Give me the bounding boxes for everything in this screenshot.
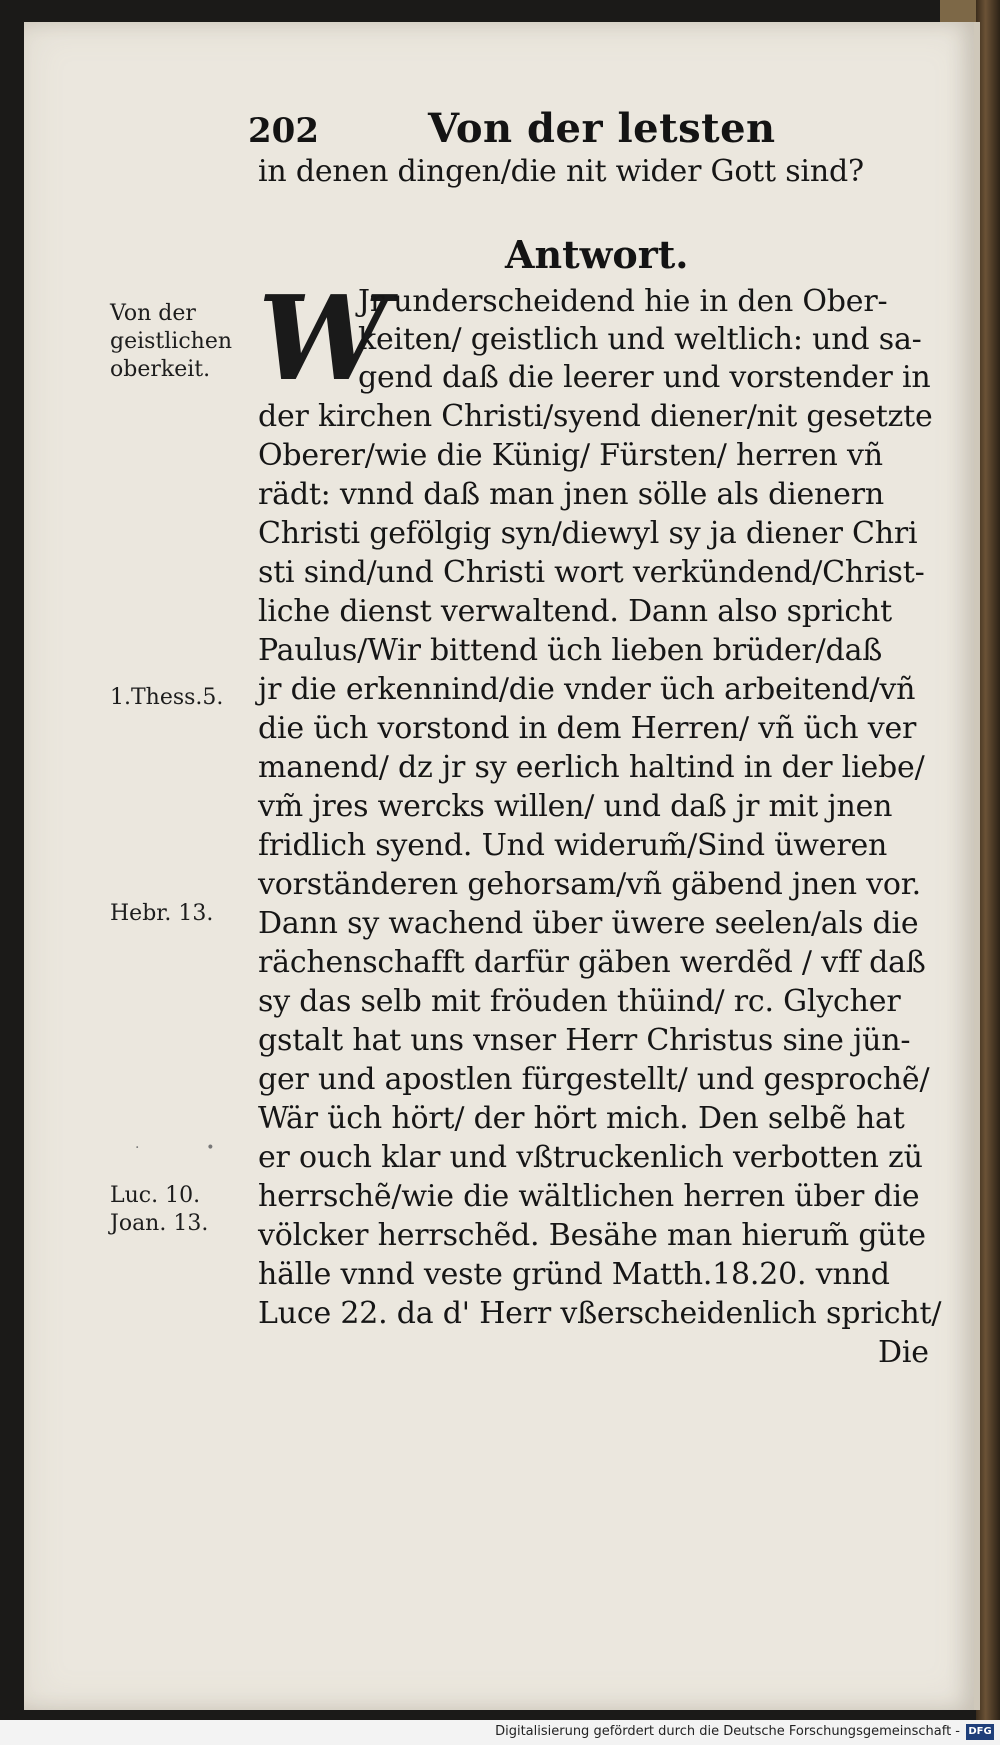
body-line: jr die erkennind/die vnder üch arbeitend/vñ [258,672,916,707]
margin-note-line: Joan. 13. [110,1211,209,1236]
body-line: ger und apostlen fürgestellt/ und gesprochẽ/ [258,1062,930,1097]
body-line: fridlich syend. Und widerum̃/Sind üweren [258,828,888,863]
body-line: gstalt hat uns vnser Herr Christus sine jün- [258,1023,911,1058]
body-line: Oberer/wie die Künig/ Fürsten/ herren vñ [258,438,883,473]
body-line: Dann sy wachend über üwere seelen/als die [258,906,919,941]
body-line: sy das selb mit fröuden thüind/ rc. Glycher [258,984,901,1019]
body-line: sti sind/und Christi wort verkündend/Christ- [258,555,925,590]
body-line: rächenschafft darfür gäben werdẽd / vff daß [258,945,926,980]
body-line: gend daß die leerer und vorstender in [358,360,931,395]
body-line: Paulus/Wir bittend üch lieben brüder/daß [258,633,883,668]
margin-note-line: 1.Thess.5. [110,685,224,710]
section-heading: Antwort. [505,232,689,277]
catchword: Die [878,1335,929,1370]
margin-note-line: Luc. 10. [110,1183,201,1208]
body-line: Jr underscheidend hie in den Ober- [358,284,888,319]
margin-note-line: geistlichen [110,329,233,354]
body-line: die üch vorstond in dem Herren/ vñ üch ver [258,711,917,746]
margin-note [110,300,232,384]
dfg-logo: DFG [966,1724,994,1740]
margin-note-line: oberkeit. [110,357,211,382]
body-line: der kirchen Christi/syend diener/nit gesetzte [258,399,933,434]
body-line: Christi gefölgig syn/diewyl sy ja diener Chri [258,516,918,551]
body-line: er ouch klar und vßtruckenlich verbotten zü [258,1140,923,1175]
margin-note [110,684,223,712]
margin-note-line: Hebr. 13. [110,901,214,926]
body-line: herrschẽ/wie die wältlichen herren über die [258,1179,920,1214]
drop-cap-initial: W [258,271,389,407]
ink-specks: · • [135,1140,215,1156]
first-line: in denen dingen/die nit wider Gott sind? [258,154,864,189]
margin-note [110,1182,208,1238]
running-title: Von der letsten [428,105,776,152]
body-line: Wär üch hört/ der hört mich. Den selbẽ hat [258,1101,905,1136]
body-line: manend/ dz jr sy eerlich haltind in der liebe/ [258,750,925,785]
footer-credit: Digitalisierung gefördert durch die Deutsche Forschungsgemeinschaft - [495,1724,960,1739]
body-line: hälle vnnd veste gründ Matth.18.20. vnnd [258,1257,890,1292]
body-line: völcker herrschẽd. Besähe man hierum̃ güte [258,1218,926,1253]
footer-bar [0,1720,1000,1745]
margin-note [110,900,213,928]
margin-note-line: Von der [110,301,196,326]
body-line: rädt: vnnd daß man jnen sölle als dienern [258,477,884,512]
body-line: keiten/ geistlich und weltlich: und sa- [358,322,922,357]
body-line: liche dienst verwaltend. Dann also spricht [258,594,892,629]
page-number: 202 [248,111,319,151]
body-line: vm̃ jres wercks willen/ und daß jr mit jnen [258,789,893,824]
body-line: vorständeren gehorsam/vñ gäbend jnen vor. [258,867,921,902]
body-line: Luce 22. da d' Herr vßerscheidenlich spricht/ [258,1296,942,1331]
